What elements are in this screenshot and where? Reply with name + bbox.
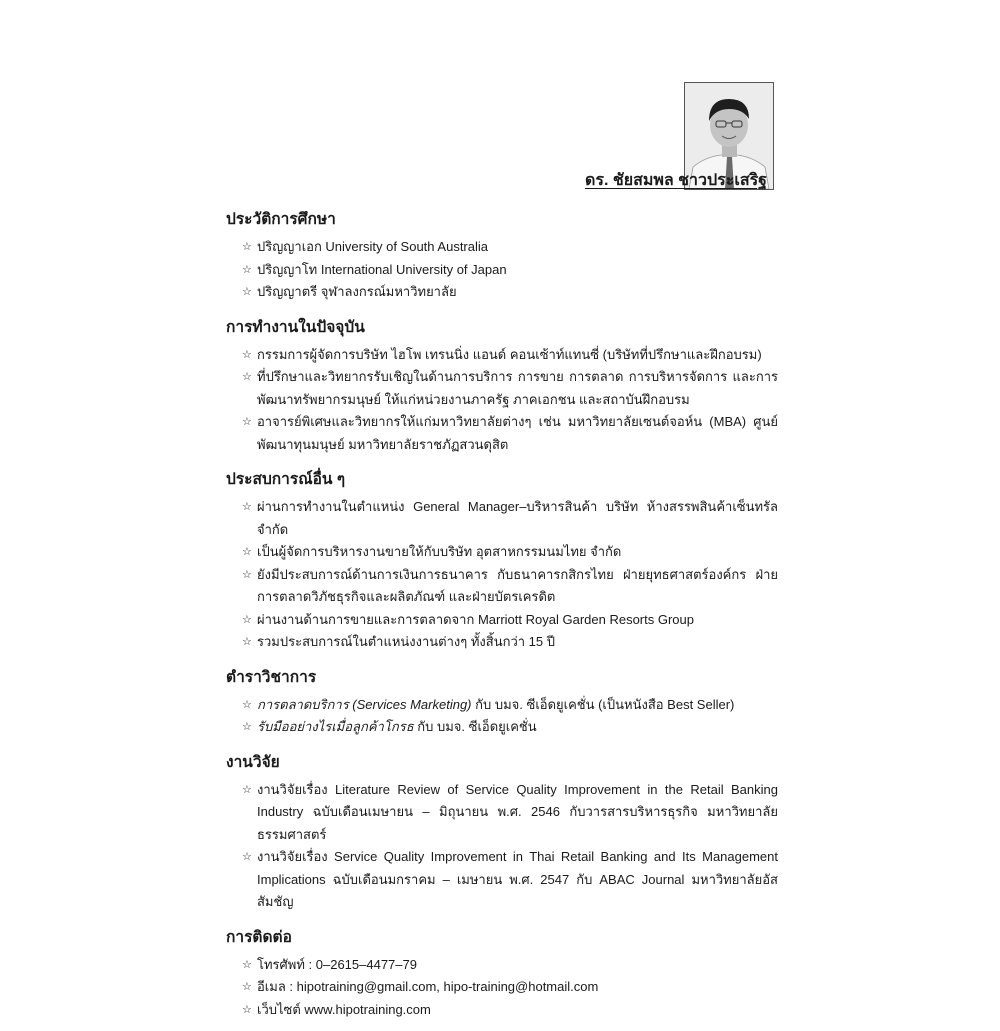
item-text: เป็นผู้จัดการบริหารงานขายให้กับบริษัท อุตสาหกรรมนมไทย จำกัด [257, 544, 622, 559]
item-text: ที่ปรึกษาและวิทยากรรับเชิญในด้านการบริการ การขาย การตลาด การบริหารจัดการ และการพัฒนาทรัพยากรมนุษย์ ให้แก่หน่วยงานภาครัฐ ภาคเอกชน และสถาบันฝึกอบรม [257, 369, 778, 407]
item-text: โทรศัพท์ : 0–2615–4477–79 [257, 956, 417, 972]
item-text: ปริญญาตรี จุฬาลงกรณ์มหาวิทยาลัย [257, 284, 457, 299]
item-text: รวมประสบการณ์ในตำแหน่งงานต่างๆ ทั้งสิ้นกว่า 15 ปี [257, 634, 555, 649]
section-heading: ประวัติการศึกษา [226, 211, 336, 228]
list-item [226, 344, 778, 367]
list-item [226, 779, 778, 847]
item-text: อีเมล : hipotraining@gmail.com, hipo-training@hotmail.com [257, 979, 599, 994]
item-text: กรรมการผู้จัดการบริษัท ไฮโพ เทรนนิ่ง แอนด์ คอนเซ้าท์แทนซี่ (บริษัทที่ปรึกษาและฝึกอบรม) [257, 346, 762, 362]
list-item [226, 236, 778, 259]
list-item [226, 281, 778, 304]
section-heading: ตำราวิชาการ [226, 668, 317, 686]
item-text: ผ่านการทำงานในตำแหน่ง General Manager–บริหารสินค้า บริษัท ห้างสรรพสินค้าเซ็นทรัล จำกัด [257, 499, 778, 537]
item-text: ปริญญาโท International University of Japan [257, 261, 507, 277]
list-item [226, 716, 778, 739]
section-list [226, 496, 778, 654]
list-item [226, 631, 778, 654]
item-text: เว็บไซต์ www.hipotraining.com [257, 1001, 431, 1017]
list-item [226, 999, 778, 1022]
book-title: รับมืออย่างไรเมื่อลูกค้าโกรธ [257, 719, 414, 734]
section-heading: การติดต่อ [226, 928, 292, 946]
section-list [226, 344, 778, 457]
item-text: อาจารย์พิเศษและวิทยากรให้แก่มหาวิทยาลัยต่างๆ เช่น มหาวิทยาลัยเซนต์จอห์น (MBA) ศูนย์พัฒนาทุนมนุษย์ มหาวิทยาลัยราชภัฏสวนดุสิต [257, 414, 778, 452]
list-item [226, 609, 778, 632]
section-list [226, 236, 778, 304]
list-item [226, 694, 778, 717]
item-text: งานวิจัยเรื่อง Service Quality Improvement in Thai Retail Banking and Its Management Implications ฉบับเดือนมกราคม – เมษายน พ.ศ. 2547 กับ ABAC Journal มหาวิทยาลัยอัสสัมชัญ [257, 849, 778, 909]
section-list [226, 954, 778, 1022]
item-text: ยังมีประสบการณ์ด้านการเงินการธนาคาร กับธนาคารกสิกรไทย ฝ่ายยุทธศาสตร์องค์กร ฝ่ายการตลาดวิภัชธุรกิจและผลิตภัณฑ์ และฝ่ายบัตรเครดิต [257, 566, 778, 604]
list-item [226, 366, 778, 411]
item-text: งานวิจัยเรื่อง Literature Review of Service Quality Improvement in the Retail Banking Industry ฉบับเดือนเมษายน – มิถุนายน พ.ศ. 2546 กับวารสารบริหารธุรกิจ มหาวิทยาลัยธรรมศาสตร์ [257, 781, 778, 842]
list-item [226, 259, 778, 282]
list-item [226, 411, 778, 456]
section-list [226, 694, 778, 739]
item-text: กับ บมจ. ซีเอ็ดยูเคชั่น [413, 719, 537, 734]
book-title: การตลาดบริการ (Services Marketing) [257, 696, 472, 712]
section-heading: งานวิจัย [226, 753, 280, 771]
section-heading: การทำงานในปัจจุบัน [226, 318, 365, 336]
item-text: ผ่านงานด้านการขายและการตลาดจาก Marriott Royal Garden Resorts Group [257, 611, 694, 627]
list-item [226, 976, 778, 999]
section-heading: ประสบการณ์อื่น ๆ [226, 471, 346, 488]
list-item [226, 954, 778, 977]
person-name: ดร. ชัยสมพล ชาวประเสริฐ [584, 172, 767, 189]
list-item [226, 846, 778, 914]
list-item [226, 541, 778, 564]
list-item [226, 496, 778, 541]
item-text: ปริญญาเอก University of South Australia [257, 239, 488, 254]
list-item [226, 564, 778, 609]
profile-content [226, 206, 778, 1031]
section-list [226, 779, 778, 914]
item-text: กับ บมจ. ซีเอ็ดยูเคชั่น (เป็นหนังสือ Best Seller) [471, 696, 735, 712]
